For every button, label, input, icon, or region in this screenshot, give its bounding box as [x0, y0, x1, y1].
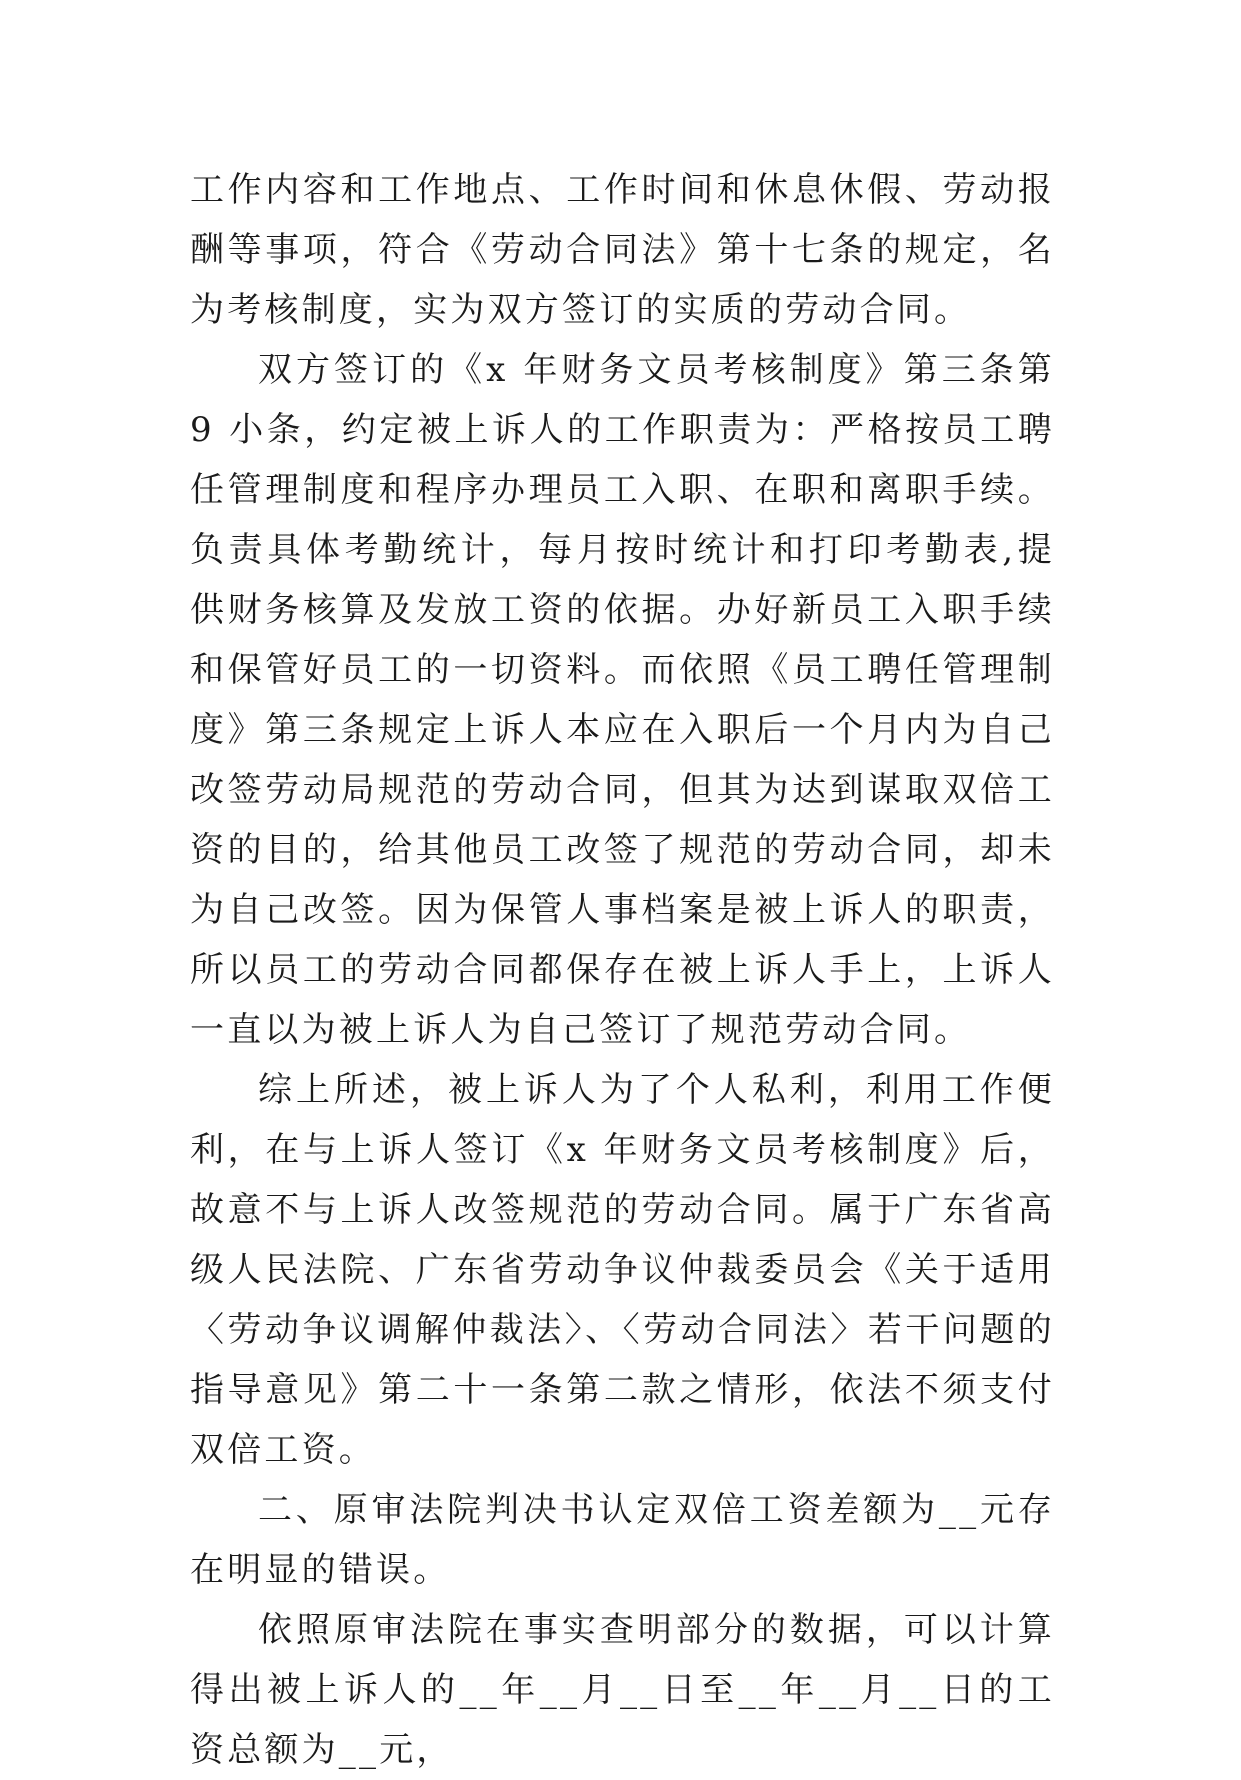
paragraph-3: 综上所述，被上诉人为了个人私利，利用工作便利，在与上诉人签订《x 年财务文员考核制度》后，故意不与上诉人改签规范的劳动合同。属于广东省高级人民法院、广东省劳动争议仲裁委员会《关于适用〈劳动争议调解仲裁法〉、〈劳动合同法〉若干问题的指导意见》第二十一条第二款之情形，依法不须支付双倍工资。	[190, 1070, 1055, 1470]
document-body	[190, 160, 1055, 1780]
paragraph-5: 依照原审法院在事实查明部分的数据，可以计算得出被上诉人的__年__月__日至__年__月__日的工资总额为__元，	[190, 1610, 1055, 1770]
paragraph-2: 双方签订的《x 年财务文员考核制度》第三条第 9 小条，约定被上诉人的工作职责为：严格按员工聘任管理制度和程序办理员工入职、在职和离职手续。负责具体考勤统计，每月按时统计和打印考勤表,提供财务核算及发放工资的依据。办好新员工入职手续和保管好员工的一切资料。而依照《员工聘任管理制度》第三条规定上诉人本应在入职后一个月内为自己改签劳动局规范的劳动合同，但其为达到谋取双倍工资的目的，给其他员工改签了规范的劳动合同，却未为自己改签。因为保管人事档案是被上诉人的职责，所以员工的劳动合同都保存在被上诉人手上，上诉人一直以为被上诉人为自己签订了规范劳动合同。	[190, 350, 1055, 1050]
paragraph-1: 工作内容和工作地点、工作时间和休息休假、劳动报酬等事项，符合《劳动合同法》第十七条的规定，名为考核制度，实为双方签订的实质的劳动合同。	[190, 170, 1055, 330]
paragraph-4: 二、原审法院判决书认定双倍工资差额为__元存在明显的错误。	[190, 1490, 1055, 1590]
